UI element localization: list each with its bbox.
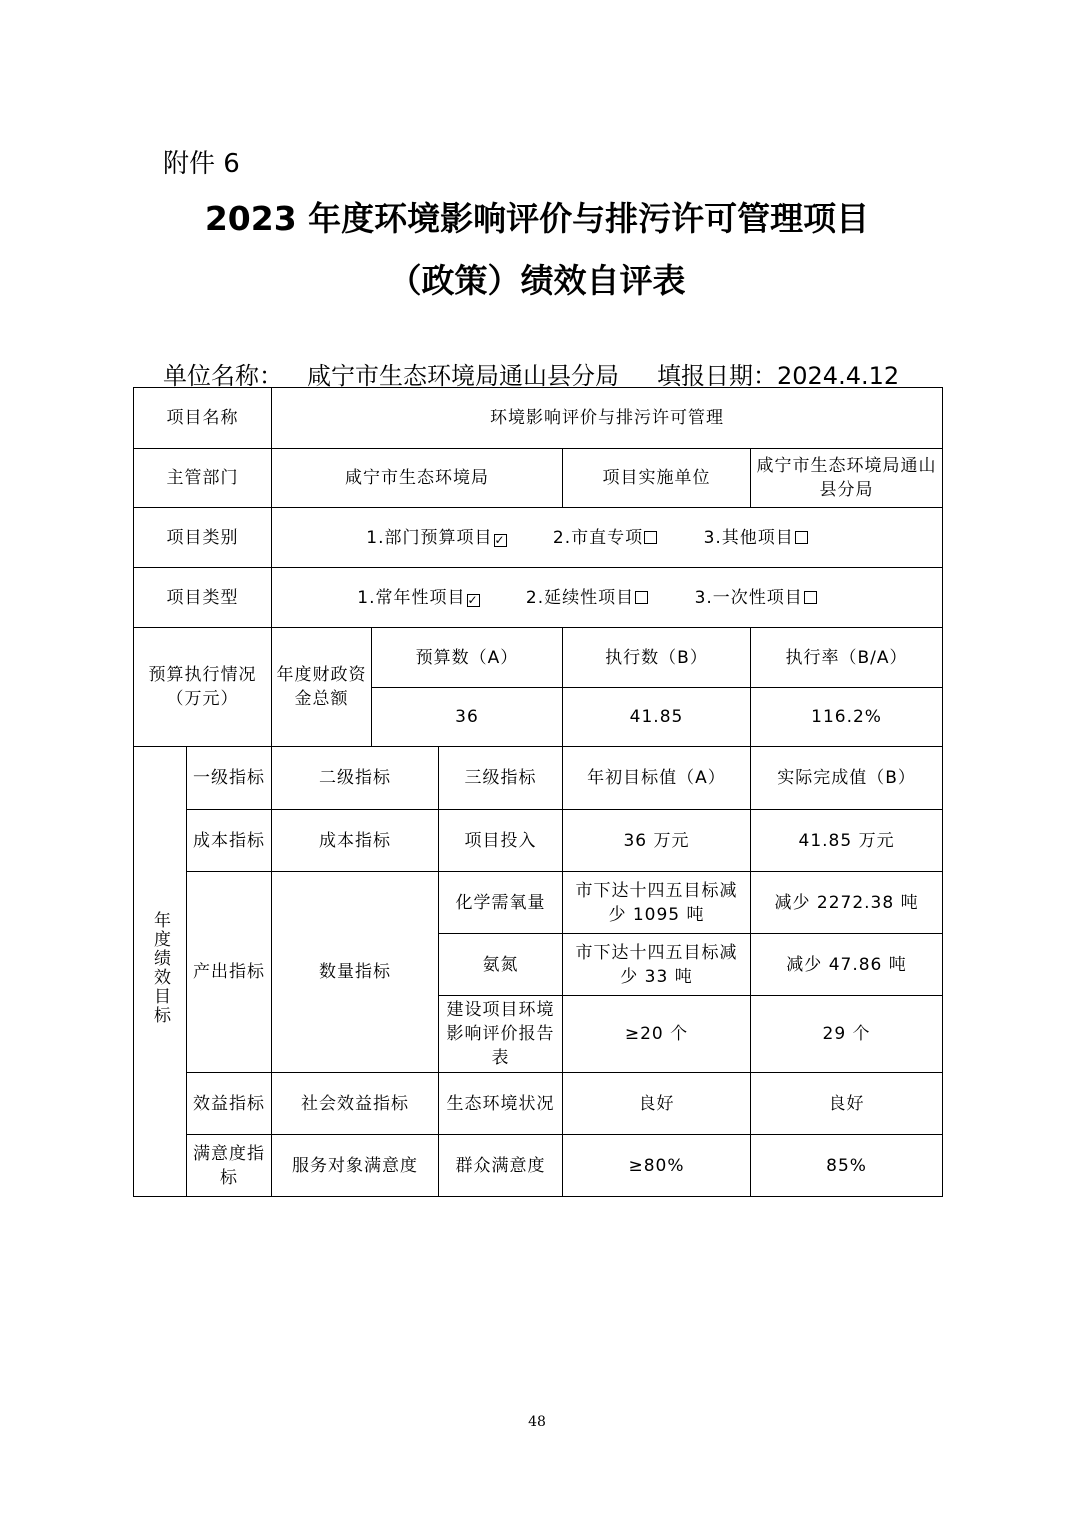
category-option-3: 3.其他项目 bbox=[704, 526, 808, 550]
type-option-3: 3.一次性项目 bbox=[695, 586, 817, 610]
output-2-level3: 氨氮 bbox=[439, 934, 563, 996]
checkbox-icon bbox=[644, 531, 657, 544]
cost-target: 36 万元 bbox=[563, 810, 751, 872]
output-level1: 产出指标 bbox=[187, 872, 272, 1073]
category-option-2: 2.市直专项 bbox=[553, 526, 657, 550]
type-options bbox=[272, 568, 943, 628]
satisfaction-level2: 服务对象满意度 bbox=[272, 1135, 439, 1197]
category-label: 项目类别 bbox=[134, 508, 272, 568]
exec-b-header: 执行数（B） bbox=[563, 628, 751, 688]
unit-label: 单位名称： bbox=[163, 362, 283, 390]
title-line-1: 2023 年度环境影响评价与排污许可管理项目 bbox=[204, 199, 870, 238]
output-1-actual: 减少 2272.38 吨 bbox=[751, 872, 943, 934]
project-name-label: 项目名称 bbox=[134, 388, 272, 449]
output-level2: 数量指标 bbox=[272, 872, 439, 1073]
output-3-level3: 建设项目环境影响评价报告表 bbox=[439, 996, 563, 1073]
budget-a-value: 36 bbox=[372, 688, 563, 747]
cost-actual: 41.85 万元 bbox=[751, 810, 943, 872]
output-3-target: ≥20 个 bbox=[563, 996, 751, 1073]
type-label: 项目类型 bbox=[134, 568, 272, 628]
perf-side-label: 年度绩效目标 bbox=[134, 747, 187, 1197]
date-value: 2024.4.12 bbox=[777, 362, 900, 390]
benefit-actual: 良好 bbox=[751, 1073, 943, 1135]
page-number: 48 bbox=[528, 1414, 546, 1430]
type-option-1: 1.常年性项目 ✓ bbox=[357, 587, 479, 608]
header-level3: 三级指标 bbox=[439, 747, 563, 810]
checkbox-icon bbox=[804, 591, 817, 604]
budget-label: 预算执行情况（万元） bbox=[134, 628, 272, 747]
satisfaction-actual: 85% bbox=[751, 1135, 943, 1197]
benefit-level3: 生态环境状况 bbox=[439, 1073, 563, 1135]
checked-box-icon: ✓ bbox=[494, 532, 506, 547]
impl-unit-value: 咸宁市生态环境局通山县分局 bbox=[751, 449, 943, 508]
category-options bbox=[272, 508, 943, 568]
benefit-level2: 社会效益指标 bbox=[272, 1073, 439, 1135]
exec-b-value: 41.85 bbox=[563, 688, 751, 747]
attachment-label: 附件 6 bbox=[163, 149, 240, 179]
category-option-1: 1.部门预算项目 ✓ bbox=[366, 527, 506, 548]
fund-total-label: 年度财政资金总额 bbox=[272, 628, 372, 747]
satisfaction-level1: 满意度指 标 bbox=[187, 1135, 272, 1197]
dept-value: 咸宁市生态环境局 bbox=[272, 449, 563, 508]
output-3-actual: 29 个 bbox=[751, 996, 943, 1073]
rate-value: 116.2% bbox=[751, 688, 943, 747]
date-label: 填报日期： bbox=[657, 362, 777, 390]
cost-level2: 成本指标 bbox=[272, 810, 439, 872]
project-name-value: 环境影响评价与排污许可管理 bbox=[272, 388, 943, 449]
unit-value: 咸宁市生态环境局通山县分局 bbox=[307, 362, 619, 390]
output-2-target: 市下达十四五目标减少 33 吨 bbox=[563, 934, 751, 996]
checkbox-icon bbox=[635, 591, 648, 604]
type-option-2: 2.延续性项目 bbox=[526, 586, 648, 610]
benefit-level1: 效益指标 bbox=[187, 1073, 272, 1135]
dept-label: 主管部门 bbox=[134, 449, 272, 508]
evaluation-table bbox=[133, 387, 943, 1197]
output-2-actual: 减少 47.86 吨 bbox=[751, 934, 943, 996]
header-actual: 实际完成值（B） bbox=[751, 747, 943, 810]
rate-header: 执行率（B/A） bbox=[751, 628, 943, 688]
impl-unit-label: 项目实施单位 bbox=[563, 449, 751, 508]
checkbox-icon bbox=[795, 531, 808, 544]
budget-a-header: 预算数（A） bbox=[372, 628, 563, 688]
output-1-level3: 化学需氧量 bbox=[439, 872, 563, 934]
header-target: 年初目标值（A） bbox=[563, 747, 751, 810]
cost-level1: 成本指标 bbox=[187, 810, 272, 872]
unit-info-line bbox=[163, 356, 899, 391]
output-1-target: 市下达十四五目标减少 1095 吨 bbox=[563, 872, 751, 934]
benefit-target: 良好 bbox=[563, 1073, 751, 1135]
satisfaction-target: ≥80% bbox=[563, 1135, 751, 1197]
satisfaction-level3: 群众满意度 bbox=[439, 1135, 563, 1197]
header-level1: 一级指标 bbox=[187, 747, 272, 810]
title-line-2: （政策）绩效自评表 bbox=[388, 261, 686, 300]
cost-level3: 项目投入 bbox=[439, 810, 563, 872]
checked-box-icon: ✓ bbox=[467, 592, 479, 607]
header-level2: 二级指标 bbox=[272, 747, 439, 810]
